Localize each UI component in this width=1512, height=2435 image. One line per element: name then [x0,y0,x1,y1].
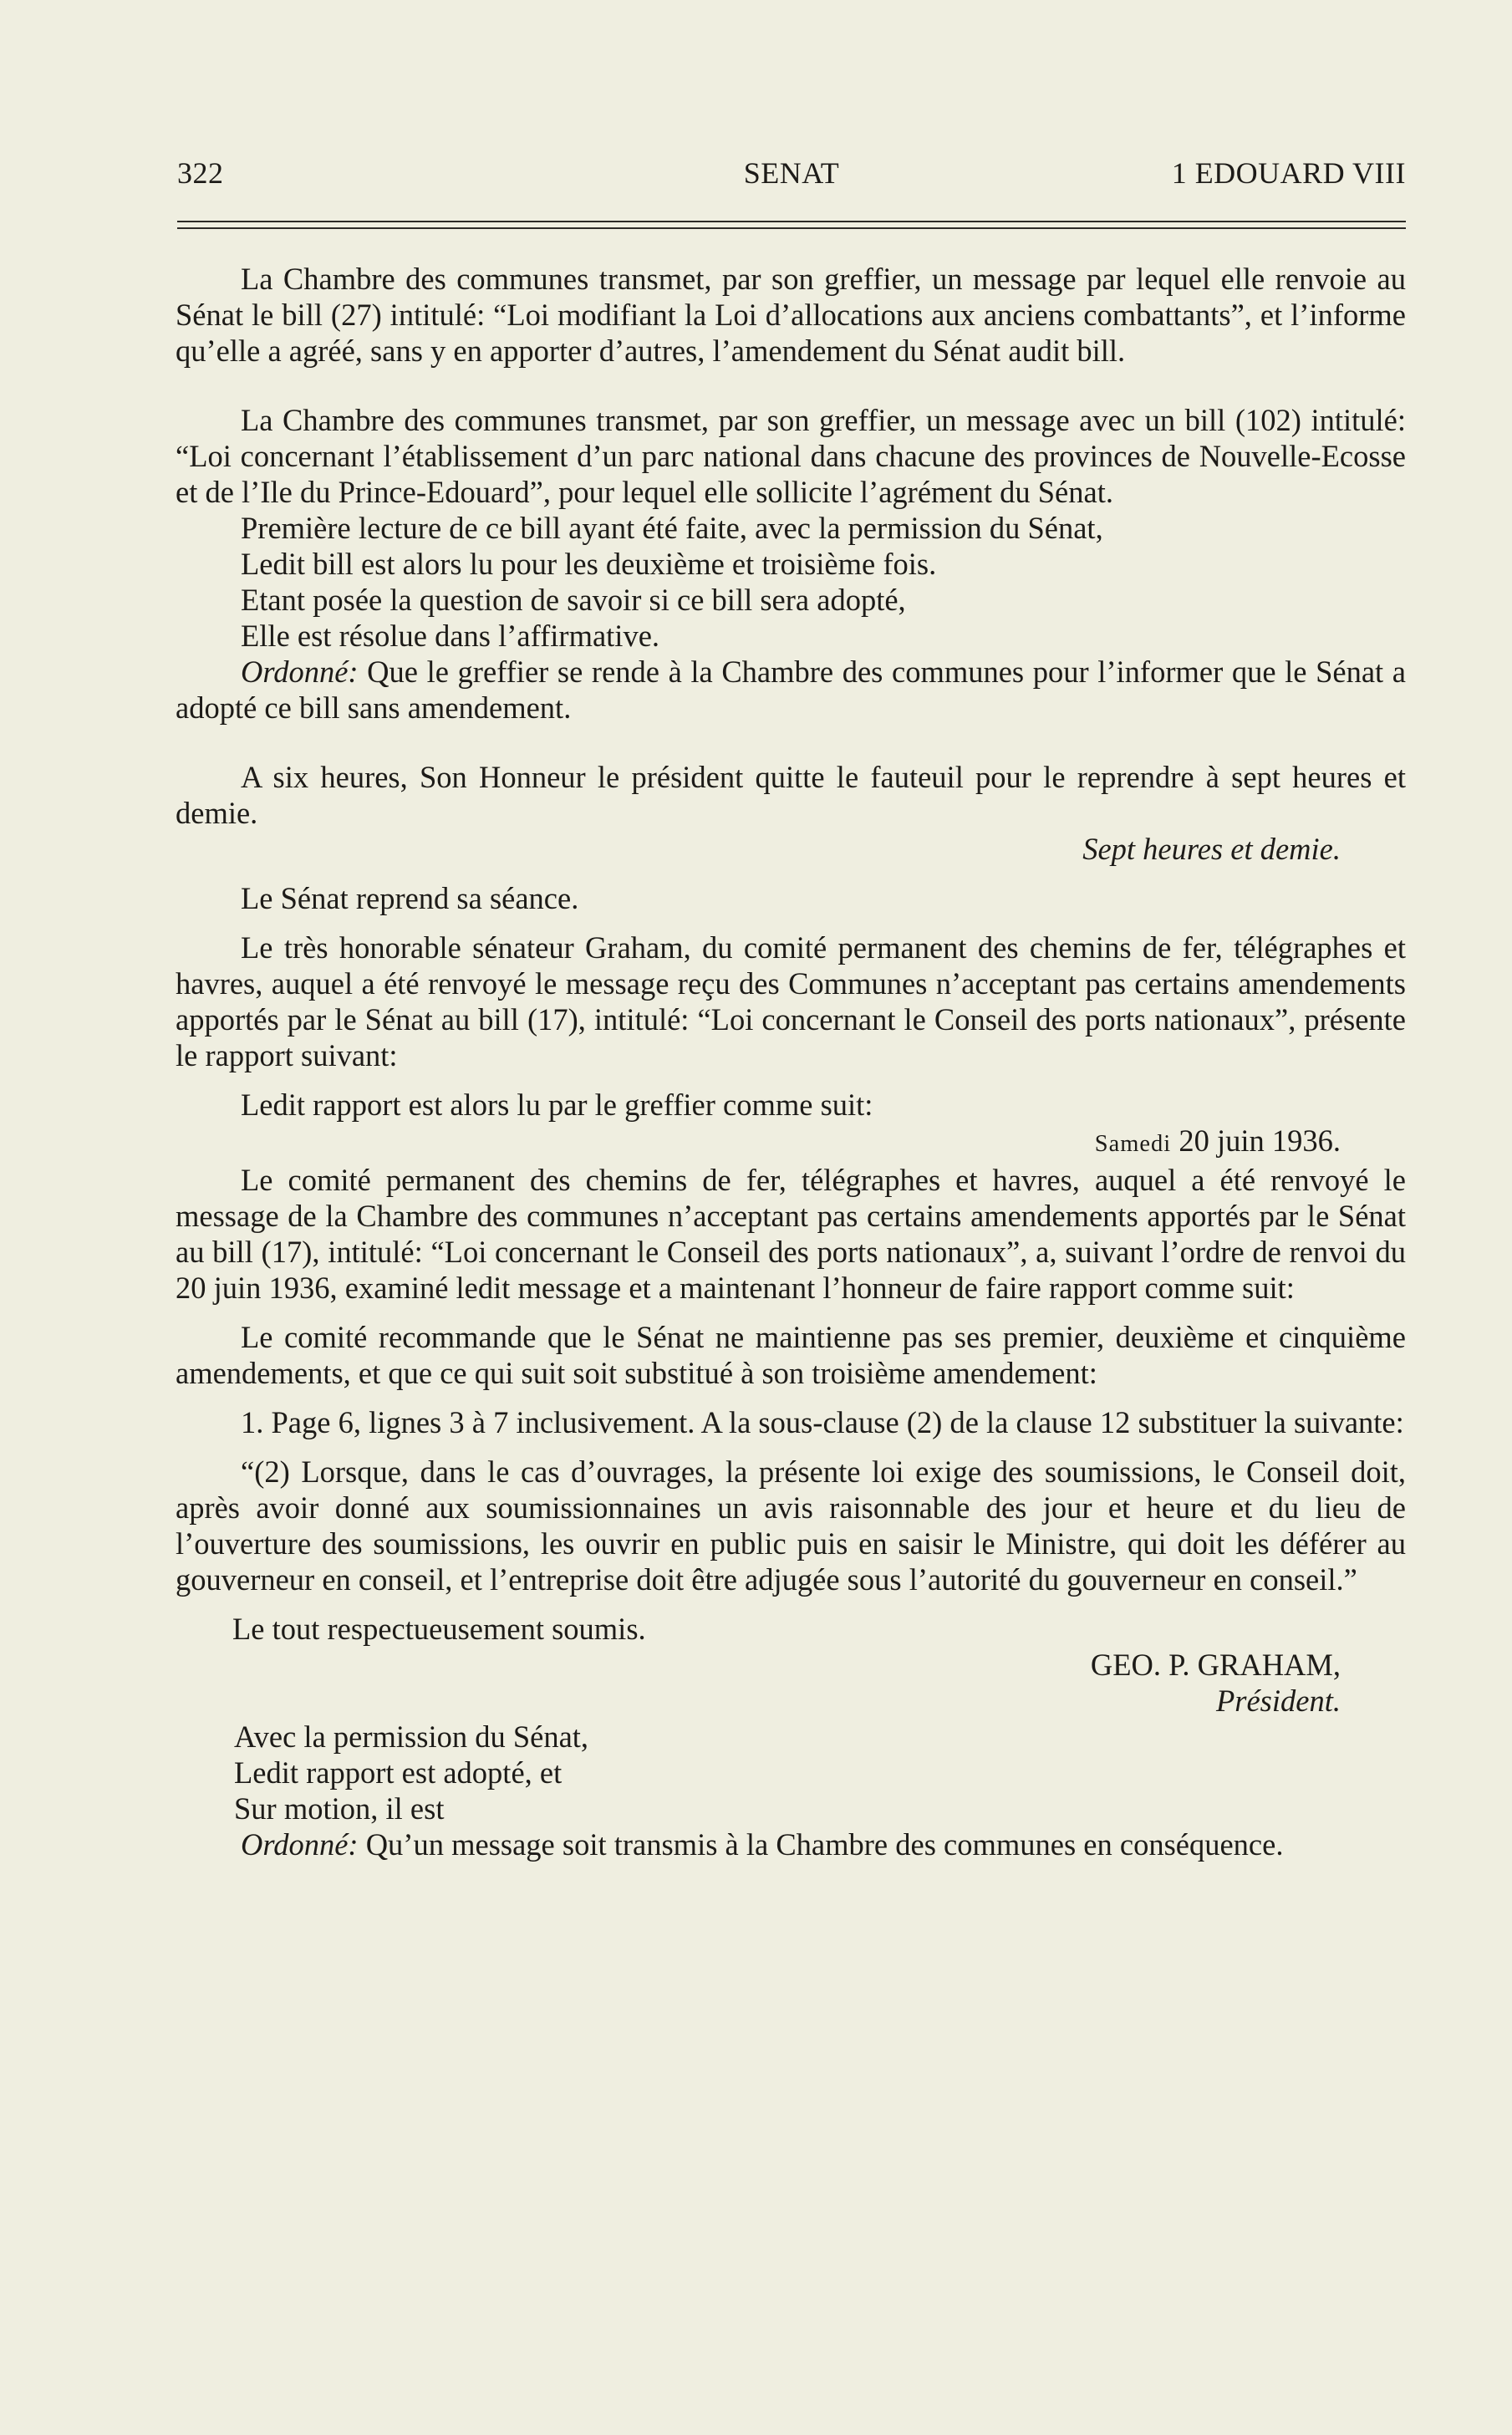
report-date [176,1123,1406,1162]
paragraph-7 [176,654,1406,726]
section-title: SENAT [743,156,840,190]
paragraph-4: Ledit bill est alors lu pour les deuxième et troisième fois. [241,547,937,581]
paragraph-12: Le comité permanent des chemins de fer, télégraphes et havres, auquel a été renvoyé le message de la Chambre des communes n’acceptant pas certains amendements apportés par le Sénat au bill (17), intitulé: “Loi concernant le Conseil des ports nationaux”, a, suivant l’ordre de renvoi du 20 juin 1936, examiné ledit message et a maintenant l’honneur de faire rapport comme suit: [176,1163,1406,1305]
report-date-rest: 20 juin 1936. [1171,1123,1341,1158]
paragraph-17: Avec la permission du Sénat, [234,1719,589,1754]
paragraph-14: 1. Page 6, lignes 3 à 7 inclusivement. A la sous-clause (2) de la clause 12 substituer la suivante: [241,1405,1404,1439]
paragraph-18: Ledit rapport est adopté, et [234,1755,563,1790]
ordonne-text-2: Qu’un message soit transmis à la Chambre des communes en conséquence. [358,1827,1284,1862]
page-header [177,155,1406,197]
ordonne-label: Ordonné: [241,655,359,689]
paragraph-10: Le très honorable sénateur Graham, du comité permanent des chemins de fer, télégraphes et havres, auquel a été renvoyé le message reçu des Communes n’acceptant pas certains amendements apportés par le Sénat au bill (17), intitulé: “Loi concernant le Conseil des ports nationaux”, présente le rapport suivant: [176,930,1406,1072]
paragraph-1: La Chambre des communes transmet, par son greffier, un message par lequel elle renvoie au Sénat le bill (27) intitulé: “Loi modifiant la Loi d’allocations aux anciens combattants”, et l’informe qu’elle a agréé, sans y en apporter d’autres, l’amendement du Sénat audit bill. [176,262,1406,368]
report-date-day: Samedi [1094,1131,1172,1157]
paragraph-9: Le Sénat reprend sa séance. [241,881,579,915]
paragraph-2: La Chambre des communes transmet, par son greffier, un message avec un bill (102) intitulé: “Loi concernant l’établissement d’un parc national dans chacune des provinces de Nouvelle-Ecosse et de l’Ile du Prince-Edouard”, pour lequel elle sollicite l’agrément du Sénat. [176,403,1406,509]
header-rule-bottom [177,227,1406,229]
paragraph-11: Ledit rapport est alors lu par le greffier comme suit: [241,1088,873,1122]
ordonne-label-2: Ordonné: [241,1827,359,1862]
signature-title: Président. [1215,1684,1341,1718]
paragraph-6: Elle est résolue dans l’affirmative. [241,619,660,653]
paragraph-16: Le tout respectueusement soumis. [232,1612,646,1646]
time-note: Sept heures et demie. [1082,832,1341,866]
paragraph-13: Le comité recommande que le Sénat ne maintienne pas ses premier, deuxième et cinquième amendements, et que ce qui suit soit substitué à son troisième amendement: [176,1320,1406,1390]
paragraph-19: Sur motion, il est [234,1791,445,1826]
page-number: 322 [177,156,224,190]
paragraph-5: Etant posée la question de savoir si ce bill sera adopté, [241,583,906,617]
page-body [176,261,1406,1862]
paragraph-8: A six heures, Son Honneur le président quitte le fauteuil pour le reprendre à sept heures et demie. [176,760,1406,830]
paragraph-20 [176,1826,1406,1862]
signature-name: GEO. P. GRAHAM, [1090,1648,1341,1682]
reign-title: 1 EDOUARD VIII [1171,156,1406,190]
paragraph-3: Première lecture de ce bill ayant été faite, avec la permission du Sénat, [241,511,1103,545]
header-rule-top [177,221,1406,222]
paragraph-15: “(2) Lorsque, dans le cas d’ouvrages, la présente loi exige des soumissions, le Conseil doit, après avoir donné aux soumissionnaines un avis raisonnable des jour et heure et du lieu de l’ouverture des soumissions, les ouvrir en public puis en saisir le Ministre, qui doit les déférer au gouverneur en conseil, et l’entreprise doit être adjugée sous l’autorité du gouverneur en conseil.” [176,1454,1406,1597]
ordonne-text: Que le greffier se rende à la Chambre des communes pour l’informer que le Sénat a adopté ce bill sans amendement. [176,655,1406,725]
